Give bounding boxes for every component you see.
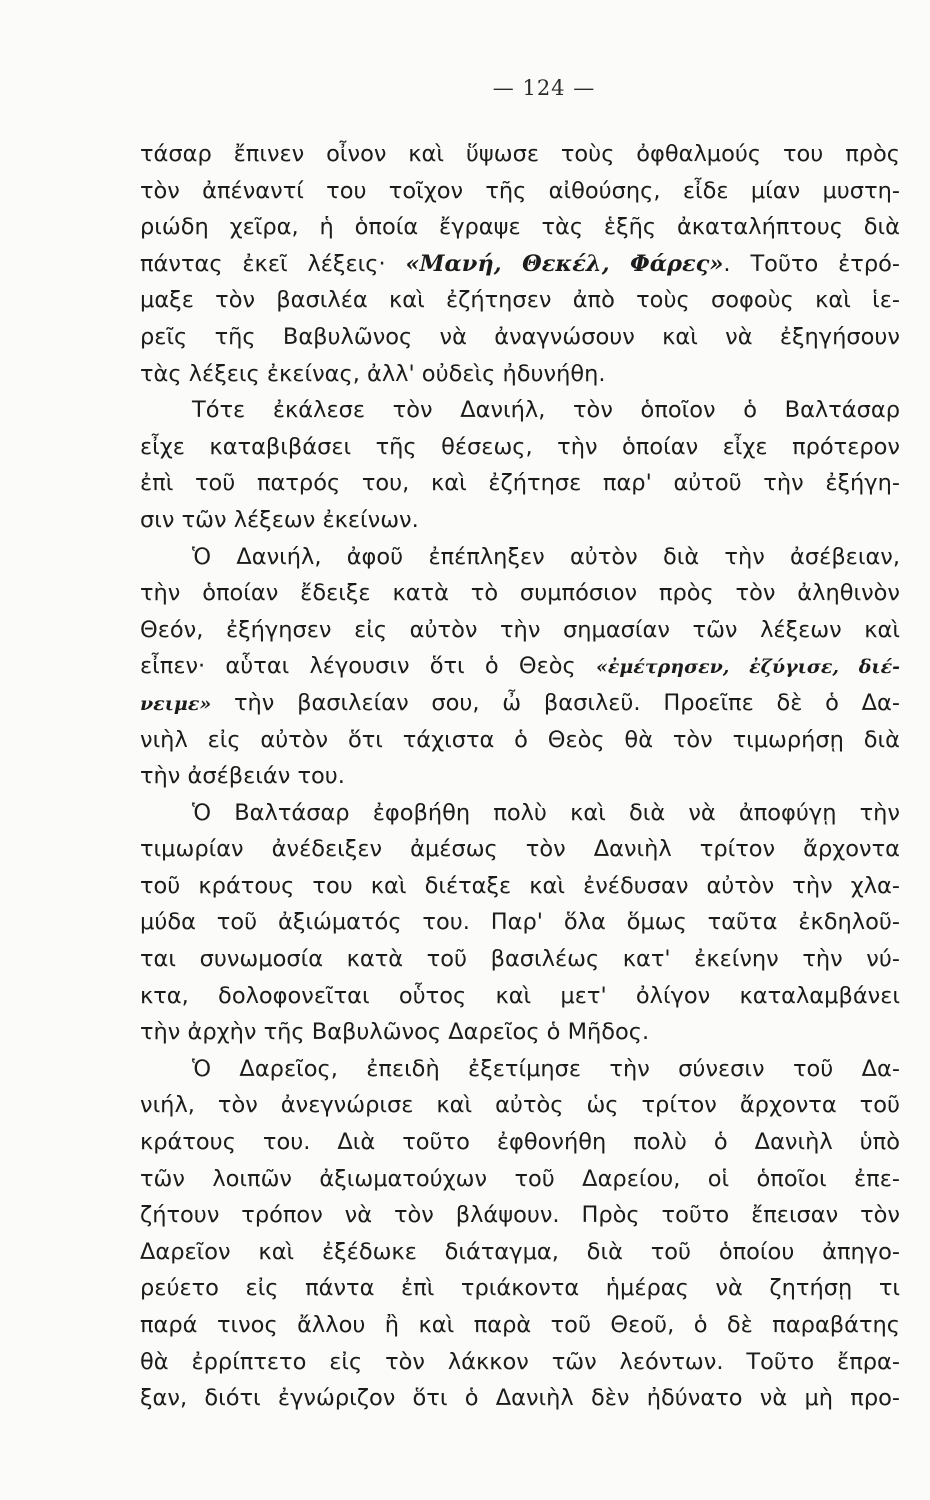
- text-line: ρεῖς τῆς Βαβυλῶνος νὰ ἀναγνώσουν καὶ νὰ ἐξηγήσουν: [140, 323, 900, 350]
- text-line: Ὁ Βαλτάσαρ ἐφοβήθη πολὺ καὶ διὰ νὰ ἀποφύγῃ τὴν: [192, 799, 900, 826]
- text-line: παρά τινος ἄλλου ἢ καὶ παρὰ τοῦ Θεοῦ, ὁ δὲ παραβάτης: [140, 1312, 900, 1338]
- text-line: τὰς λέξεις ἐκείνας, ἀλλ' οὐδεὶς ἠδυνήθη.: [140, 360, 606, 387]
- body-text: [140, 136, 900, 1417]
- text-line: τὴν ὁποίαν ἔδειξε κατὰ τὸ συμπόσιον πρὸς τὸν ἀληθινὸν: [140, 580, 900, 607]
- emphasized-words: νειμε»: [140, 692, 212, 715]
- text-line: [140, 246, 900, 283]
- text-line: κτα, δολοφονεῖται οὗτος καὶ μετ' ὀλίγον καταλαμβάνει: [140, 982, 900, 1009]
- text-line: μαξε τὸν βασιλέα καὶ ἐζήτησεν ἀπὸ τοὺς σοφοὺς καὶ ἱε-: [140, 287, 900, 314]
- text-line: [140, 685, 900, 722]
- text-line-post: τὴν βασιλείαν σου, ὦ βασιλεῦ. Προεῖπε δὲ ὁ Δα-: [211, 689, 900, 716]
- text-line: Ὁ Δαρεῖος, ἐπειδὴ ἐξετίμησε τὴν σύνεσιν τοῦ Δα-: [192, 1055, 900, 1082]
- text-line: μύδα τοῦ ἀξιώματός του. Παρ' ὅλα ὅμως ταῦτα ἐκδηλοῦ-: [140, 909, 900, 936]
- text-line: [140, 648, 900, 685]
- text-line: ἐπὶ τοῦ πατρός του, καὶ ἐζήτησε παρ' αὐτοῦ τὴν ἐξήγη-: [140, 470, 900, 497]
- text-line: τὴν ἀρχὴν τῆς Βαβυλῶνος Δαρεῖος ὁ Μῆδος.: [140, 1019, 650, 1046]
- text-line: Θεόν, ἐξήγησεν εἰς αὐτὸν τὴν σημασίαν τῶν λέξεων καὶ: [140, 616, 900, 643]
- text-line: εἶχε καταβιβάσει τῆς θέσεως, τὴν ὁποίαν εἶχε πρότερον: [140, 433, 900, 460]
- text-line: νιὴλ εἰς αὐτὸν ὅτι τάχιστα ὁ Θεὸς θὰ τὸν τιμωρήσῃ διὰ: [140, 726, 900, 753]
- text-line: ται συνωμοσία κατὰ τοῦ βασιλέως κατ' ἐκείνην τὴν νύ-: [140, 946, 900, 973]
- text-line: τὸν ἀπέναντί του τοῖχον τῆς αἰθούσης, εἶδε μίαν μυστη-: [140, 177, 900, 204]
- page-number: — 124 —: [492, 76, 596, 100]
- text-line: ριώδη χεῖρα, ἡ ὁποία ἔγραψε τὰς ἑξῆς ἀκαταλήπτους διὰ: [140, 214, 900, 241]
- text-line: ρεύετο εἰς πάντα ἐπὶ τριάκοντα ἡμέρας νὰ ζητήσῃ τι: [140, 1275, 900, 1302]
- text-line: θὰ ἐρρίπτετο εἰς τὸν λάκκον τῶν λεόντων. Τοῦτο ἔπρα-: [140, 1348, 900, 1375]
- text-line: Δαρεῖον καὶ ἐξέδωκε διάταγμα, διὰ τοῦ ὁποίου ἀπηγο-: [140, 1238, 900, 1265]
- text-line: ξαν, διότι ἐγνώριζον ὅτι ὁ Δανιὴλ δὲν ἠδύνατο νὰ μὴ προ-: [140, 1385, 900, 1412]
- text-line: τὴν ἀσέβειάν του.: [140, 763, 345, 790]
- text-line: τῶν λοιπῶν ἀξιωματούχων τοῦ Δαρείου, οἱ ὁποῖοι ἐπε-: [140, 1165, 900, 1192]
- text-line: ζήτουν τρόπον νὰ τὸν βλάψουν. Πρὸς τοῦτο ἔπεισαν τὸν: [140, 1202, 900, 1229]
- text-line: σιν τῶν λέξεων ἐκείνων.: [140, 506, 419, 533]
- text-line: τάσαρ ἔπινεν οἶνον καὶ ὕψωσε τοὺς ὀφθαλμούς του πρὸς: [140, 141, 900, 167]
- text-line: τιμωρίαν ἀνέδειξεν ἀμέσως τὸν Δανιὴλ τρίτον ἄρχοντα: [140, 836, 900, 863]
- text-line: τοῦ κράτους του καὶ διέταξε καὶ ἐνέδυσαν αὐτὸν τὴν χλα-: [140, 872, 900, 899]
- text-line-pre: πάντας ἐκεῖ λέξεις·: [140, 250, 406, 277]
- emphasized-words: «Μανή, Θεκέλ, Φάρες»: [405, 250, 724, 277]
- text-line: Τότε ἐκάλεσε τὸν Δανιήλ, τὸν ὁποῖον ὁ Βαλτάσαρ: [192, 397, 900, 424]
- text-line: νιήλ, τὸν ἀνεγνώρισε καὶ αὐτὸς ὡς τρίτον ἄρχοντα τοῦ: [140, 1092, 900, 1119]
- text-line: Ὁ Δανιήλ, ἀφοῦ ἐπέπληξεν αὐτὸν διὰ τὴν ἀσέβειαν,: [192, 543, 900, 570]
- emphasized-words: «ἐμέτρησεν, ἐζύγισε, διέ-: [595, 656, 901, 679]
- text-line-post: . Τοῦτο ἐτρό-: [723, 250, 901, 277]
- text-line: κράτους του. Διὰ τοῦτο ἐφθονήθη πολὺ ὁ Δανιὴλ ὑπὸ: [140, 1129, 900, 1156]
- text-line-pre: εἶπεν· αὗται λέγουσιν ὅτι ὁ Θεὸς: [140, 653, 596, 680]
